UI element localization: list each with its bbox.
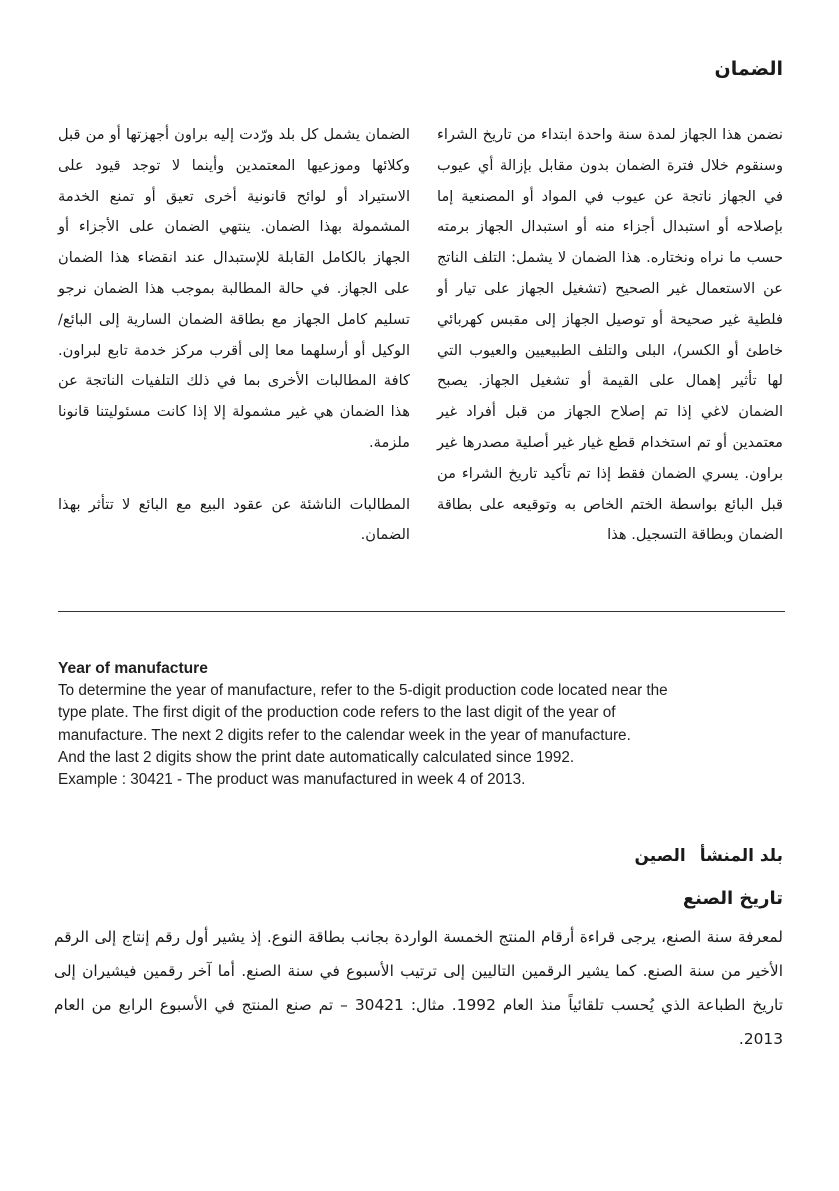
warranty-left-paragraph-1: الضمان يشمل كل بلد ورّدت إليه براون أجهزتها أو من قبل وكلائها وموزعيها المعتمدين وأينما لا توجد قيود على الاستيراد أو لوائح قانونية أخرى تعيق أو تمنع الخدمة المشمولة بهذا الضمان. ينتهي الضمان على الأجزاء أو الجهاز بالكامل القابلة للإستبدال عند انقضاء هذا الضمان على الجهاز. في حالة المطالبة بموجب هذا الضمان نرجو تسليم كامل الجهاز مع بطاقة الضمان السارية إلى البائع/الوكيل أو أرسلهما معا إلى أقرب مركز خدمة تابع لبراون. كافة المطالبات الأخرى بما في ذلك التلفيات الناتجة عن هذا الضمان هي غير مشمولة إلا إذا كانت مسئوليتنا قانونا ملزمة. [58, 126, 410, 451]
year-of-manufacture-ar-title: تاريخ الصنع [682, 888, 783, 909]
paragraph-gap [58, 459, 410, 490]
country-of-origin-value: الصين [634, 846, 686, 866]
section-divider [58, 611, 785, 612]
year-of-manufacture-en-example: Example : 30421 - The product was manufactured in week 4 of 2013. [58, 771, 526, 789]
year-of-manufacture-ar-body: لمعرفة سنة الصنع، يرجى قراءة أرقام المنتج الخمسة الواردة بجانب بطاقة النوع. إذ يشير أول رقم إنتاج إلى الرقم الأخير من سنة الصنع. كما يشير الرقمين التاليين إلى ترتيب الأسبوع في سنة الصنع. أما آخر رقمين فيشيران إلى تاريخ الطباعة الذي يُحسب تلقائياً منذ العام 1992. مثال: 30421 – تم صنع المنتج في الأسبوع الرابع من العام 2013. [54, 928, 784, 1048]
year-of-manufacture-en-line: To determine the year of manufacture, refer to the 5-digit production code located near the [58, 682, 668, 700]
year-of-manufacture-en-title: Year of manufacture [58, 660, 208, 677]
year-of-manufacture-en-line: type plate. The first digit of the production code refers to the last digit of the year of [58, 704, 616, 722]
country-of-origin [383, 846, 783, 866]
year-of-manufacture-en-line: And the last 2 digits show the print date automatically calculated since 1992. [58, 748, 575, 766]
warranty-right-column: نضمن هذا الجهاز لمدة سنة واحدة ابتداء من تاريخ الشراء وسنقوم خلال فترة الضمان بدون مقابل بإزالة أي عيوب في الجهاز ناتجة عن عيوب في المواد أو المصنعية إما بإصلاحه أو استبدال أجزاء منه أو استبدال الجهاز برمته حسب ما نراه ونختاره. هذا الضمان لا يشمل: التلف الناتج عن الاستعمال غير الصحيح (تشغيل الجهاز على تيار أو فلطية غير صحيحة أو توصيل الجهاز إلى مقبس كهربائي خاطئ أو الكسر)، البلى والتلف الطبيعيين والعيوب التي لها تأثير إهمال على القيمة أو تشغيل الجهاز. يصبح الضمان لاغي إذا تم إصلاح الجهاز من قبل أفراد غير معتمدين أو تم استخدام قطع غيار غير أصلية مصدرها غير براون. يسري الضمان فقط إذا تم تأكيد تاريخ الشراء من قبل البائع بواسطة الختم الخاص به وتوقيعه على بطاقة الضمان وبطاقة التسجيل. هذا [437, 126, 783, 544]
year-of-manufacture-en-line: manufacture. The next 2 digits refer to the calendar week in the year of manufacture. [58, 726, 631, 744]
warranty-left-column [58, 120, 410, 551]
country-of-origin-label: بلد المنشأ [699, 846, 783, 866]
warranty-left-paragraph-2: المطالبات الناشئة عن عقود البيع مع البائع لا تتأثر بهذا الضمان. [58, 495, 410, 544]
year-of-manufacture-en-section [58, 658, 798, 791]
warranty-heading: الضمان [714, 58, 783, 80]
